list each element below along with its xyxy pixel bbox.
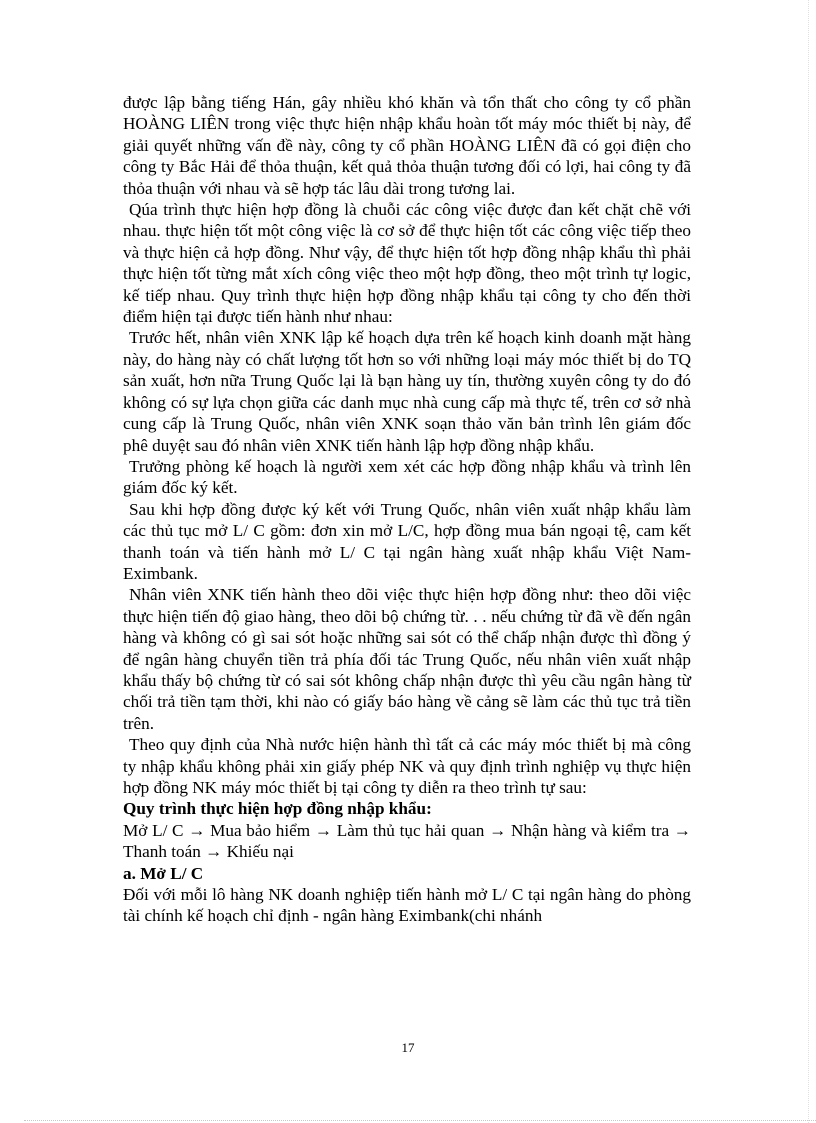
document-body xyxy=(123,92,691,927)
page-number: 17 xyxy=(401,1040,415,1055)
paragraph-3: Trước hết, nhân viên XNK lập kế hoạch dựa trên kế hoạch kinh doanh mặt hàng này, do hàng này có chất lượng tốt hơn so với những loại máy móc thiết bị do TQ sản xuất, hơn nữa Trung Quốc lại là bạn hàng uy tín, thường xuyên công ty do đó không có sự lựa chọn giữa các danh mục nhà cung cấp mà thực tế, trên cơ sở nhà cung cấp là Trung Quốc, nhân viên XNK soạn thảo văn bản trình lên giám đốc phê duyệt sau đó nhân viên XNK tiến hành lập hợp đồng nhập khẩu. xyxy=(123,328,691,455)
paragraph-1: được lập bằng tiếng Hán, gây nhiều khó khăn và tổn thất cho công ty cổ phần HOÀNG LIÊN trong việc thực hiện nhập khẩu hoàn tốt máy móc thiết bị này, để giải quyết những vấn đề này, công ty cổ phần HOÀNG LIÊN đã có gọi điện cho công ty Bắc Hải để thỏa thuận, kết quả thỏa thuận tương đối có lợi, hai công ty đã thỏa thuận với nhau và sẽ hợp tác lâu dài trong tương lai. xyxy=(123,93,691,198)
section-a-heading: a. Mở L/ C xyxy=(123,863,204,883)
paragraph-6: Nhân viên XNK tiến hành theo dõi việc thực hiện hợp đồng như: theo dõi việc thực hiện tiến độ giao hàng, theo dõi bộ chứng từ. . . nếu chứng từ đã về đến ngân hàng và không có gì sai sót hoặc những sai sót có thể chấp nhận được thì đồng ý để ngân hàng chuyển tiền trả phía đối tác Trung Quốc, nếu nhân viên xuất nhập khẩu thấy bộ chứng từ có sai sót không chấp nhận được thì yêu cầu ngân hàng từ chối trả tiền tạm thời, khi nào có giấy báo hàng về cảng sẽ làm các thủ tục trả tiền trên. xyxy=(123,585,691,733)
paragraph-2: Qúa trình thực hiện hợp đồng là chuỗi các công việc được đan kết chặt chẽ với nhau. thực hiện tốt một công việc là cơ sở để thực hiện tốt các công việc tiếp theo và thực hiện cả hợp đồng. Như vậy, để thực hiện tốt hợp đồng nhập khẩu thì phải thực hiện tốt từng mắt xích công việc theo một hợp đồng, theo một trình tự logic, kế tiếp nhau. Quy trình thực hiện hợp đồng nhập khẩu tại công ty cho đến thời điểm hiện tại được tiến hành như nhau: xyxy=(123,200,691,327)
process-flow: Mở L/ C → Mua bảo hiểm → Làm thủ tục hải quan → Nhận hàng và kiểm tra → Thanh toán → Khiếu nại xyxy=(123,820,691,862)
paragraph-last: Đối với mỗi lô hàng NK doanh nghiệp tiến hành mở L/ C tại ngân hàng do phòng tài chính kế hoạch chỉ định - ngân hàng Eximbank(chi nhánh xyxy=(123,885,691,926)
side-divider xyxy=(808,0,809,1123)
paragraph-7: Theo quy định của Nhà nước hiện hành thì tất cả các máy móc thiết bị mà công ty nhập khẩu không phải xin giấy phép NK và quy định trình nghiệp vụ thực hiện hợp đồng NK máy móc thiết bị tại công ty diễn ra theo trình tự sau: xyxy=(123,735,691,797)
paragraph-4: Trưởng phòng kế hoạch là người xem xét các hợp đồng nhập khẩu và trình lên giám đốc ký kết. xyxy=(123,456,691,498)
bottom-divider xyxy=(24,1120,816,1121)
paragraph-5: Sau khi hợp đồng được ký kết với Trung Quốc, nhân viên xuất nhập khẩu làm các thủ tục mở L/ C gồm: đơn xin mở L/C, hợp đồng mua bán ngoại tệ, cam kết thanh toán và tiến hành mở L/ C tại ngân hàng xuất nhập khẩu Việt Nam-Eximbank. xyxy=(123,499,691,583)
process-heading: Quy trình thực hiện hợp đồng nhập khẩu: xyxy=(123,799,432,819)
